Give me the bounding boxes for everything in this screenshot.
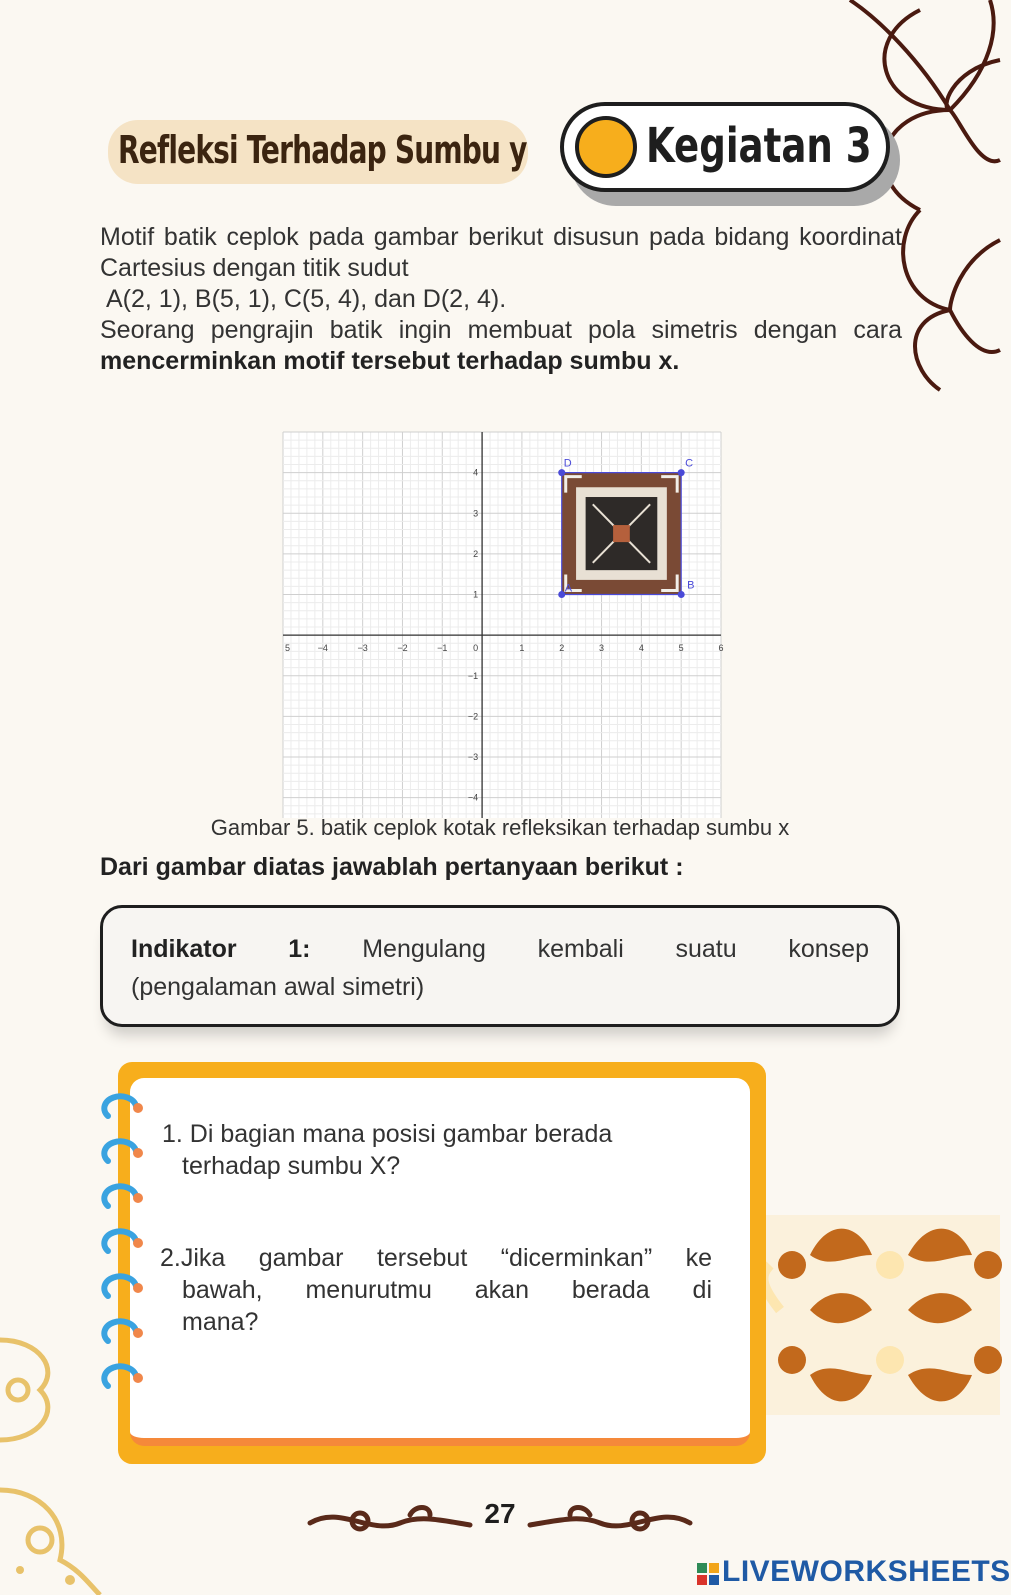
- indicator-line1: [131, 930, 869, 968]
- page-number: 27: [484, 1498, 516, 1529]
- coordinate-graph: [283, 432, 724, 818]
- point-label-d: D: [563, 457, 572, 470]
- question-2-line3: mana?: [182, 1308, 259, 1336]
- point-d: [558, 469, 565, 476]
- question-1-line1: 1. Di bagian mana posisi gambar berada: [162, 1120, 613, 1148]
- y-tick-label: 1: [473, 589, 479, 600]
- spiral-ring-icon: [100, 1317, 142, 1347]
- x-tick-label: 3: [599, 643, 605, 654]
- x-tick-label: −3: [357, 643, 368, 654]
- point-c: [678, 469, 685, 476]
- spiral-ring-icon: [100, 1092, 142, 1122]
- point-b: [678, 591, 685, 598]
- question-1: [162, 1118, 714, 1182]
- watermark: LIVEWORKSHEETS: [722, 1555, 1011, 1588]
- y-tick-label: 3: [473, 508, 479, 519]
- question-1-line2: terhadap sumbu X?: [182, 1152, 401, 1180]
- spiral-ring-icon: [100, 1182, 142, 1212]
- spiral-ring-icon: [100, 1362, 142, 1392]
- question-2-line1: 2.Jika gambar tersebut “dicerminkan” ke: [160, 1244, 712, 1272]
- point-label-b: B: [687, 579, 695, 592]
- indicator-word: suatu: [675, 935, 737, 963]
- y-tick-label: 4: [473, 467, 479, 478]
- y-tick-label: −3: [467, 752, 479, 763]
- indicator-word: konsep: [788, 935, 869, 963]
- x-tick-label: 6: [718, 643, 724, 654]
- indicator-line2: (pengalaman awal simetri): [131, 973, 425, 1001]
- x-tick-label: 1: [519, 643, 525, 654]
- x-tick-label: −1: [437, 643, 448, 654]
- spiral-ring-icon: [100, 1227, 142, 1257]
- questions-heading: Dari gambar diatas jawablah pertanyaan berikut :: [100, 853, 684, 881]
- indicator-number: 1:: [288, 935, 311, 963]
- intro-line1: Motif batik ceplok pada gambar berikut disusun pada bidang koordinat Cartesius dengan titik sudut: [100, 223, 902, 282]
- liveworksheets-logo-icon: [697, 1563, 719, 1585]
- indicator-word: Mengulang: [362, 935, 486, 963]
- page-title: Refleksi Terhadap Sumbu y: [118, 128, 527, 172]
- point-label-c: C: [685, 457, 694, 470]
- intro-paragraph: [100, 222, 902, 377]
- point-label-a: A: [564, 582, 573, 595]
- y-tick-label: 2: [473, 548, 479, 559]
- x-tick-label: 5: [678, 643, 684, 654]
- question-2: [160, 1242, 712, 1338]
- spiral-ring-icon: [100, 1272, 142, 1302]
- intro-coordinates: A(2, 1), B(5, 1), C(5, 4), dan D(2, 4).: [106, 285, 507, 313]
- motif-center: [613, 525, 630, 542]
- intro-line3-emphasis: mencerminkan motif tersebut terhadap sumbu x.: [100, 347, 680, 375]
- y-tick-label: −1: [467, 670, 479, 681]
- intro-line3: [100, 315, 902, 377]
- x-tick-label: −2: [397, 643, 408, 654]
- spiral-ring-icon: [100, 1137, 142, 1167]
- indicator-box: [100, 905, 900, 1027]
- batik-ornament-bottom-right: [760, 1215, 1000, 1415]
- y-tick-label: −4: [467, 792, 479, 803]
- x-tick-label: −4: [317, 643, 328, 654]
- activity-dot-icon: [575, 116, 637, 178]
- figure-caption: Gambar 5. batik ceplok kotak refleksikan terhadap sumbu x: [210, 815, 790, 840]
- question-2-line2: bawah, menurutmu akan berada di: [182, 1276, 712, 1304]
- x-tick-label: 0: [473, 643, 479, 654]
- activity-label: Kegiatan 3: [646, 118, 872, 174]
- indicator-word: kembali: [537, 935, 624, 963]
- x-tick-label: 5: [285, 643, 291, 654]
- x-tick-label: 4: [638, 643, 644, 654]
- indicator-label: Indikator: [131, 935, 237, 963]
- y-tick-label: −2: [467, 711, 479, 722]
- x-tick-label: 2: [559, 643, 565, 654]
- intro-line3-text: Seorang pengrajin batik ingin membuat pola simetris dengan cara: [100, 316, 902, 344]
